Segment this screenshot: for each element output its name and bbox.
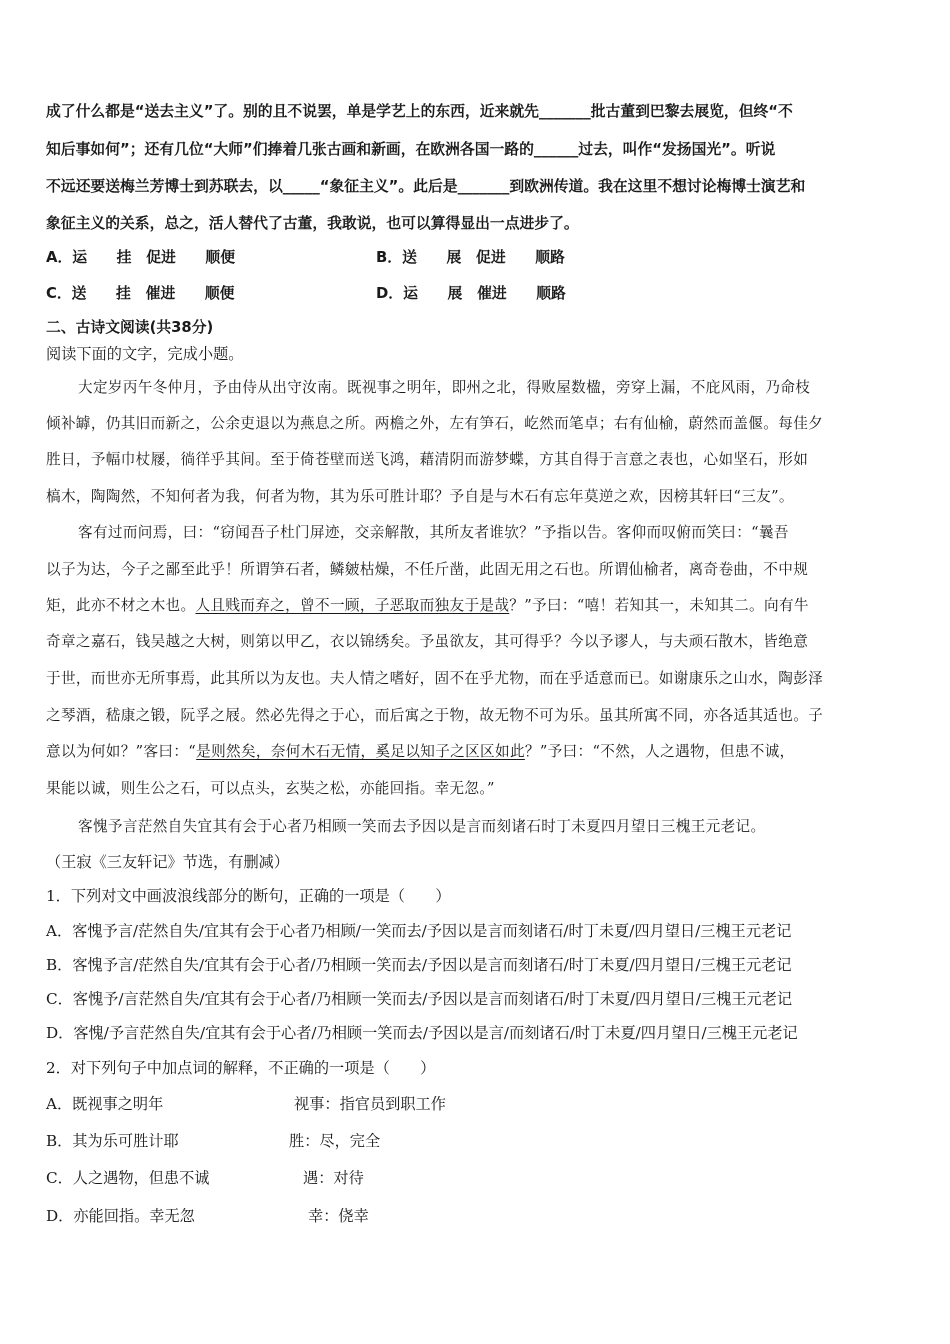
paragraph-line: 奇章之嘉石，钱吴越之大树，则第以甲乙，衣以锦绣矣。予虽欲友，其可得乎？今以予谬人，与夫顽石散木，皆绝意 [46,633,809,650]
paragraph-line: 于世，而世亦无所事焉，此其所以为友也。夫人情之嗜好，固不在乎尤物，而在乎适意而已。如谢康乐之山水，陶彭泽 [46,670,824,687]
paragraph-line: 客有过而问焉，曰：“窃闻吾子杜门屏迹，交亲解散，其所友者谁欤？”予指以告。客仰而叹俯而笑曰：“曩吾 [78,524,789,541]
paragraph-line: 以子为达，今子之鄙至此乎！所谓笋石者，鳞皴枯燥，不任斤凿，此固无用之石也。所谓仙榆者，离奇卷曲，不中规 [46,561,809,578]
option-a: A．运 挂 促进 顺便 [46,249,236,266]
underlined-sentence: 人且贱而弃之，曾不一顾，子恶取而独友于是哉 [195,597,510,614]
option-c: C．送 挂 催进 顺便 [46,285,235,302]
option-gloss: 遇：对待 [303,1169,364,1187]
wavy-line-paragraph: 客愧予言茫然自失宜其有会于心者乃相顾一笑而去予因以是言而刻诸石时丁未夏四月望日三槐王元老记。 [78,818,766,835]
question-1-option-a: A．客愧予言/茫然自失/宜其有会于心者乃相顾/一笑而去/予因以是言而刻诸石/时丁未夏/四月望日/三槐王元老记 [46,922,792,940]
passage-line: 知后事如何”；还有几位“大师”们捧着几张古画和新画，在欧洲各国一路的______过去，叫作“发扬国光”。听说 [46,141,776,158]
passage-line: 象征主义的关系，总之，活人替代了古董，我敢说，也可以算得显出一点进步了。 [46,215,579,232]
option-sentence: C．人之遇物，但患不诚 [46,1169,210,1187]
paragraph-line [46,742,795,762]
text-segment: ？”予曰：“不然，人之遇物，但患不诚， [524,743,795,760]
passage-line: 成了什么都是“送去主义”了。别的且不说罢，单是学艺上的东西，近来就先_______批古董到巴黎去展览，但终“不 [46,103,793,120]
option-gloss: 幸：侥幸 [308,1207,369,1225]
question-2-stem: 2．对下列句子中加点词的解释，不正确的一项是（ ） [46,1059,436,1077]
question-2-option-a [46,1094,446,1114]
option-d: D．运 展 催进 顺路 [376,285,566,302]
paragraph-line: 倾补罅，仍其旧而新之，公余吏退以为燕息之所。两檐之外，左有笋石，屹然而笔卓；右有仙榆，蔚然而盖偃。每佳夕 [46,415,824,432]
passage-line: 不远还要送梅兰芳博士到苏联去，以_____“象征主义”。此后是_______到欧洲传道。我在这里不想讨论梅博士演艺和 [46,178,806,195]
option-sentence: B．其为乐可胜计耶 [46,1132,179,1150]
option-gloss: 视事：指官员到职工作 [294,1095,446,1113]
option-row [46,284,566,304]
source-citation: （王寂《三友轩记》节选，有删减） [46,853,289,871]
text-segment: 意以为何如？”客曰：“ [46,743,197,760]
question-1-option-c: C．客愧予/言茫然自失/宜其有会于心者/乃相顾一笑而去/予因以是言而刻诸石/时丁未夏/四月望日/三槐王元老记 [46,990,793,1008]
option-b: B．送 展 促进 顺路 [376,249,565,266]
option-sentence: D．亦能回指。幸无忽 [46,1207,195,1225]
paragraph-line: 胜日，予幅巾杖屦，徜徉乎其间。至于倚苍壁而送飞鸿，藉清阴而游梦蝶，方其自得于言意之表也，心如坚石，形如 [46,451,809,468]
paragraph-line: 果能以诚，则生公之石，可以点头，玄奘之松，亦能回指。幸无忽。” [46,780,495,797]
question-1-option-d: D．客愧/予言茫然自失/宜其有会于心者/乃相顾一笑而去/予因以是言/而刻诸石/时丁未夏/四月望日/三槐王元老记 [46,1024,798,1042]
text-segment: 矩，此亦不材之木也。 [46,597,196,614]
paragraph-line: 大定岁丙午冬仲月，予由侍从出守汝南。既视事之明年，即州之北，得败屋数楹，旁穿上漏，不庇风雨，乃命枝 [78,379,811,396]
instruction: 阅读下面的文字，完成小题。 [46,345,244,363]
underlined-sentence: 是则然矣，奈何木石无情，奚足以知子之区区如此 [196,743,525,760]
question-2-option-c [46,1168,364,1188]
text-segment: ？”予曰：“嘻！若知其一，未知其二。向有牛 [509,597,809,614]
question-2-option-b [46,1131,380,1151]
option-gloss: 胜：尽，完全 [289,1132,381,1150]
paragraph-line: 槁木，陶陶然，不知何者为我，何者为物，其为乐可胜计耶？予自是与木石有忘年莫逆之欢，因榜其轩曰“三友”。 [46,488,794,505]
section-title: 二、古诗文阅读(共38分) [46,319,214,336]
paragraph-line [46,596,809,616]
question-2-option-d [46,1206,369,1226]
question-1-stem: 1．下列对文中画波浪线部分的断句，正确的一项是（ ） [46,887,451,905]
question-1-option-b: B．客愧予言/茫然自失/宜其有会于心者/乃相顾一笑而去/予因以是言而刻诸石/时丁未夏/四月望日/三槐王元老记 [46,956,792,974]
option-sentence: A．既视事之明年 [46,1095,164,1113]
paragraph-line: 之琴酒，嵇康之锻，阮孚之屐。然必先得之于心，而后寓之于物，故无物不可为乐。虽其所寓不同，亦各适其适也。子 [46,707,824,724]
option-row [46,248,565,268]
